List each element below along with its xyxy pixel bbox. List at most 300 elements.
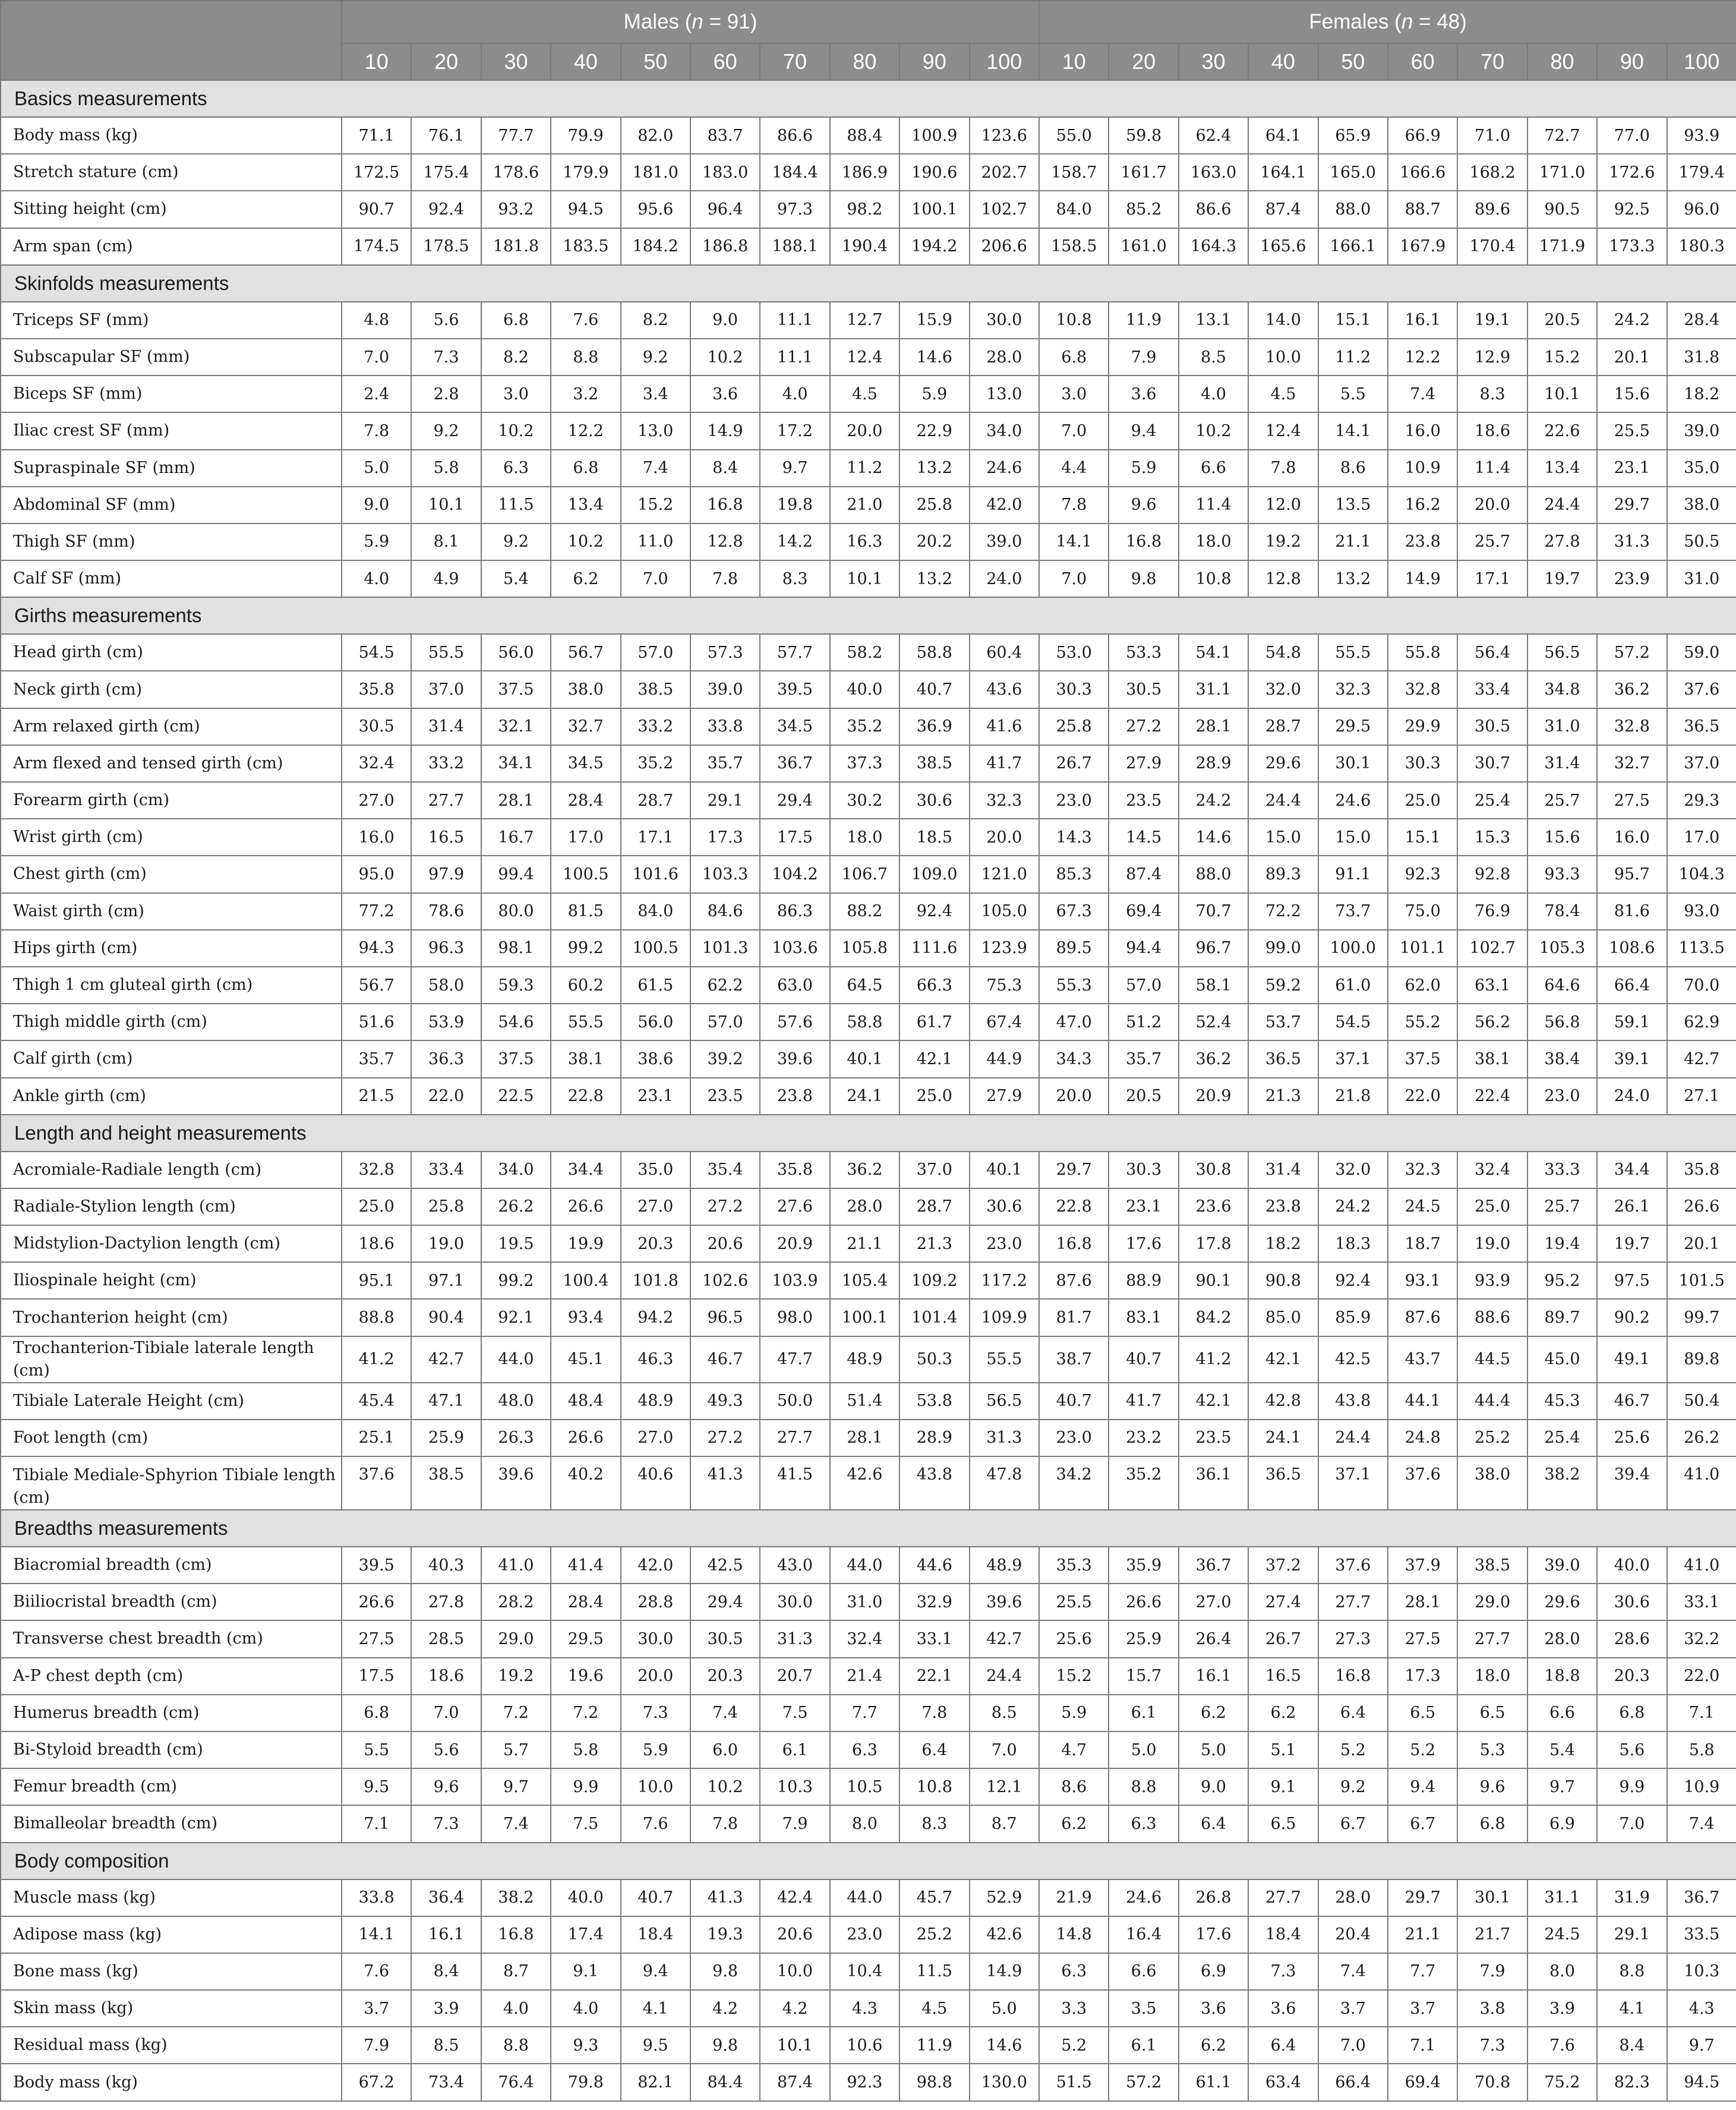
females-value-cell: 30.6 xyxy=(1597,1584,1666,1620)
females-value-cell: 12.8 xyxy=(1248,560,1318,597)
females-value-cell: 9.6 xyxy=(1457,1768,1527,1805)
males-value-cell: 44.0 xyxy=(830,1879,899,1916)
females-value-cell: 7.4 xyxy=(1388,376,1457,412)
females-value-cell: 26.1 xyxy=(1597,1188,1666,1225)
females-value-cell: 54.1 xyxy=(1179,634,1248,671)
females-value-cell: 17.3 xyxy=(1388,1658,1457,1695)
females-value-cell: 27.8 xyxy=(1527,523,1597,560)
row-label: Tibiale Mediale-Sphyrion Tibiale length (cm) xyxy=(1,1456,342,1510)
row-label: Biacromial breadth (cm) xyxy=(1,1547,342,1584)
males-value-cell: 58.8 xyxy=(830,1004,899,1040)
section-title: Length and height measurements xyxy=(1,1115,1736,1152)
males-value-cell: 95.1 xyxy=(342,1262,411,1299)
females-value-cell: 84.0 xyxy=(1039,191,1109,228)
females-value-cell: 22.4 xyxy=(1457,1078,1527,1115)
males-value-cell: 28.0 xyxy=(830,1188,899,1225)
table-row xyxy=(1,117,1736,154)
males-value-cell: 45.1 xyxy=(551,1336,620,1383)
row-label: Thigh middle girth (cm) xyxy=(1,1004,342,1040)
row-label: Acromiale-Radiale length (cm) xyxy=(1,1152,342,1188)
males-value-cell: 57.3 xyxy=(690,634,760,671)
females-value-cell: 31.0 xyxy=(1527,708,1597,745)
section-header-row xyxy=(1,1115,1736,1152)
females-value-cell: 165.0 xyxy=(1318,154,1388,191)
females-value-cell: 9.4 xyxy=(1109,412,1178,449)
females-value-cell: 23.6 xyxy=(1179,1188,1248,1225)
females-value-cell: 85.0 xyxy=(1248,1299,1318,1336)
females-value-cell: 20.5 xyxy=(1527,302,1597,339)
males-value-cell: 32.8 xyxy=(342,1152,411,1188)
females-value-cell: 66.4 xyxy=(1318,2064,1388,2100)
females-value-cell: 28.1 xyxy=(1179,708,1248,745)
females-value-cell: 25.7 xyxy=(1527,1188,1597,1225)
males-value-cell: 10.0 xyxy=(760,1953,829,1990)
females-value-cell: 27.5 xyxy=(1597,782,1666,819)
males-value-cell: 20.3 xyxy=(690,1658,760,1695)
males-value-cell: 19.5 xyxy=(481,1225,551,1262)
males-value-cell: 77.2 xyxy=(342,893,411,930)
males-value-cell: 53.8 xyxy=(899,1383,969,1420)
males-value-cell: 30.2 xyxy=(830,782,899,819)
males-value-cell: 19.8 xyxy=(760,487,829,523)
females-value-cell: 158.5 xyxy=(1039,228,1109,265)
females-value-cell: 37.2 xyxy=(1248,1547,1318,1584)
males-value-cell: 24.4 xyxy=(970,1658,1040,1695)
males-value-cell: 101.6 xyxy=(621,856,690,892)
females-value-cell: 168.2 xyxy=(1457,154,1527,191)
females-value-cell: 95.2 xyxy=(1527,1262,1597,1299)
females-value-cell: 15.1 xyxy=(1318,302,1388,339)
males-value-cell: 103.6 xyxy=(760,930,829,967)
females-value-cell: 36.7 xyxy=(1179,1547,1248,1584)
males-value-cell: 90.7 xyxy=(342,191,411,228)
females-value-cell: 32.3 xyxy=(1318,671,1388,708)
males-value-cell: 42.5 xyxy=(690,1547,760,1584)
females-value-cell: 50.4 xyxy=(1667,1383,1736,1420)
males-percentile-header: 90 xyxy=(899,43,969,80)
males-value-cell: 35.8 xyxy=(342,671,411,708)
females-value-cell: 25.0 xyxy=(1388,782,1457,819)
males-value-cell: 8.2 xyxy=(621,302,690,339)
males-value-cell: 10.4 xyxy=(830,1953,899,1990)
females-value-cell: 7.8 xyxy=(1248,450,1318,487)
females-value-cell: 19.4 xyxy=(1527,1225,1597,1262)
females-value-cell: 14.6 xyxy=(1179,819,1248,856)
males-value-cell: 42.1 xyxy=(899,1040,969,1077)
males-value-cell: 28.7 xyxy=(621,782,690,819)
males-value-cell: 100.4 xyxy=(551,1262,620,1299)
males-value-cell: 21.5 xyxy=(342,1078,411,1115)
males-value-cell: 16.8 xyxy=(481,1916,551,1953)
row-label: Iliospinale height (cm) xyxy=(1,1262,342,1299)
males-value-cell: 6.1 xyxy=(760,1731,829,1768)
females-value-cell: 10.8 xyxy=(1179,560,1248,597)
males-value-cell: 36.4 xyxy=(411,1879,481,1916)
males-value-cell: 39.6 xyxy=(760,1040,829,1077)
table-row xyxy=(1,1078,1736,1115)
females-value-cell: 55.8 xyxy=(1388,634,1457,671)
females-value-cell: 57.0 xyxy=(1109,967,1178,1004)
females-value-cell: 71.0 xyxy=(1457,117,1527,154)
males-value-cell: 25.8 xyxy=(899,487,969,523)
males-value-cell: 17.0 xyxy=(551,819,620,856)
males-group-header xyxy=(342,1,1039,43)
females-value-cell: 16.8 xyxy=(1039,1225,1109,1262)
females-value-cell: 25.6 xyxy=(1039,1620,1109,1657)
females-value-cell: 28.0 xyxy=(1318,1879,1388,1916)
females-value-cell: 12.4 xyxy=(1248,412,1318,449)
males-value-cell: 40.2 xyxy=(551,1456,620,1510)
males-value-cell: 83.7 xyxy=(690,117,760,154)
males-value-cell: 20.6 xyxy=(760,1916,829,1953)
females-value-cell: 4.7 xyxy=(1039,1731,1109,1768)
males-value-cell: 8.4 xyxy=(411,1953,481,1990)
males-value-cell: 3.9 xyxy=(411,1990,481,2027)
males-value-cell: 67.2 xyxy=(342,2064,411,2100)
females-value-cell: 25.6 xyxy=(1597,1420,1666,1456)
males-value-cell: 35.4 xyxy=(690,1152,760,1188)
females-value-cell: 9.7 xyxy=(1527,1768,1597,1805)
females-value-cell: 42.1 xyxy=(1179,1383,1248,1420)
females-value-cell: 6.4 xyxy=(1318,1695,1388,1731)
males-value-cell: 8.7 xyxy=(970,1805,1040,1842)
row-label: Transverse chest breadth (cm) xyxy=(1,1620,342,1657)
row-label: Residual mass (kg) xyxy=(1,2027,342,2064)
females-value-cell: 53.3 xyxy=(1109,634,1178,671)
males-value-cell: 41.5 xyxy=(760,1456,829,1510)
females-value-cell: 7.1 xyxy=(1388,2027,1457,2064)
males-value-cell: 21.0 xyxy=(830,487,899,523)
females-value-cell: 24.5 xyxy=(1527,1916,1597,1953)
males-value-cell: 9.8 xyxy=(690,1953,760,1990)
females-value-cell: 13.5 xyxy=(1318,487,1388,523)
males-value-cell: 18.5 xyxy=(899,819,969,856)
females-value-cell: 62.4 xyxy=(1179,117,1248,154)
males-value-cell: 16.3 xyxy=(830,523,899,560)
males-value-cell: 7.8 xyxy=(342,412,411,449)
males-value-cell: 23.8 xyxy=(760,1078,829,1115)
females-value-cell: 88.7 xyxy=(1388,191,1457,228)
females-value-cell: 36.5 xyxy=(1248,1456,1318,1510)
males-value-cell: 100.1 xyxy=(830,1299,899,1336)
males-value-cell: 14.6 xyxy=(899,339,969,376)
females-value-cell: 34.4 xyxy=(1597,1152,1666,1188)
males-value-cell: 45.4 xyxy=(342,1383,411,1420)
males-value-cell: 48.0 xyxy=(481,1383,551,1420)
females-value-cell: 93.9 xyxy=(1667,117,1736,154)
females-value-cell: 69.4 xyxy=(1388,2064,1457,2100)
females-value-cell: 24.1 xyxy=(1248,1420,1318,1456)
section-header-row xyxy=(1,265,1736,302)
males-value-cell: 9.7 xyxy=(481,1768,551,1805)
females-percentile-header: 50 xyxy=(1318,43,1388,80)
females-value-cell: 54.8 xyxy=(1248,634,1318,671)
females-value-cell: 28.6 xyxy=(1597,1620,1666,1657)
females-value-cell: 17.1 xyxy=(1457,560,1527,597)
females-value-cell: 23.0 xyxy=(1039,1420,1109,1456)
females-value-cell: 23.5 xyxy=(1179,1420,1248,1456)
males-value-cell: 6.8 xyxy=(551,450,620,487)
males-value-cell: 96.3 xyxy=(411,930,481,967)
males-value-cell: 10.0 xyxy=(621,1768,690,1805)
females-value-cell: 16.0 xyxy=(1388,412,1457,449)
females-value-cell: 32.8 xyxy=(1388,671,1457,708)
males-value-cell: 54.6 xyxy=(481,1004,551,1040)
females-value-cell: 7.8 xyxy=(1039,487,1109,523)
females-value-cell: 33.5 xyxy=(1667,1916,1736,1953)
males-value-cell: 184.4 xyxy=(760,154,829,191)
females-value-cell: 36.5 xyxy=(1248,1040,1318,1077)
males-value-cell: 48.9 xyxy=(621,1383,690,1420)
males-value-cell: 41.2 xyxy=(342,1336,411,1383)
males-value-cell: 8.8 xyxy=(551,339,620,376)
males-value-cell: 7.5 xyxy=(551,1805,620,1842)
females-value-cell: 44.4 xyxy=(1457,1383,1527,1420)
males-value-cell: 5.4 xyxy=(481,560,551,597)
table-row xyxy=(1,560,1736,597)
females-percentile-header: 80 xyxy=(1527,43,1597,80)
males-value-cell: 32.9 xyxy=(899,1584,969,1620)
males-value-cell: 4.0 xyxy=(342,560,411,597)
males-value-cell: 33.1 xyxy=(899,1620,969,1657)
females-value-cell: 87.4 xyxy=(1109,856,1178,892)
females-value-cell: 89.3 xyxy=(1248,856,1318,892)
males-value-cell: 26.3 xyxy=(481,1420,551,1456)
males-value-cell: 30.0 xyxy=(760,1584,829,1620)
males-value-cell: 11.5 xyxy=(899,1953,969,1990)
females-value-cell: 29.7 xyxy=(1597,487,1666,523)
row-label: Ankle girth (cm) xyxy=(1,1078,342,1115)
females-value-cell: 57.2 xyxy=(1109,2064,1178,2100)
males-value-cell: 20.0 xyxy=(621,1658,690,1695)
females-value-cell: 27.7 xyxy=(1248,1879,1318,1916)
females-value-cell: 29.9 xyxy=(1388,708,1457,745)
females-value-cell: 25.7 xyxy=(1457,523,1527,560)
females-value-cell: 113.5 xyxy=(1667,930,1736,967)
females-value-cell: 40.7 xyxy=(1039,1383,1109,1420)
females-value-cell: 6.8 xyxy=(1457,1805,1527,1842)
females-value-cell: 35.2 xyxy=(1109,1456,1178,1510)
females-value-cell: 22.0 xyxy=(1667,1658,1736,1695)
males-value-cell: 47.8 xyxy=(970,1456,1040,1510)
males-value-cell: 61.5 xyxy=(621,967,690,1004)
females-value-cell: 88.9 xyxy=(1109,1262,1178,1299)
table-row xyxy=(1,1879,1736,1916)
females-value-cell: 96.0 xyxy=(1667,191,1736,228)
females-value-cell: 66.9 xyxy=(1388,117,1457,154)
males-value-cell: 20.9 xyxy=(760,1225,829,1262)
males-value-cell: 20.3 xyxy=(621,1225,690,1262)
males-value-cell: 3.0 xyxy=(481,376,551,412)
males-value-cell: 7.1 xyxy=(342,1805,411,1842)
males-value-cell: 60.4 xyxy=(970,634,1040,671)
males-group-label: Males ( xyxy=(623,10,692,33)
males-value-cell: 102.6 xyxy=(690,1262,760,1299)
males-value-cell: 14.2 xyxy=(760,523,829,560)
females-value-cell: 5.6 xyxy=(1597,1731,1666,1768)
females-value-cell: 6.8 xyxy=(1597,1695,1666,1731)
males-value-cell: 82.0 xyxy=(621,117,690,154)
females-value-cell: 15.0 xyxy=(1318,819,1388,856)
females-value-cell: 27.5 xyxy=(1388,1620,1457,1657)
males-value-cell: 5.8 xyxy=(411,450,481,487)
males-value-cell: 188.1 xyxy=(760,228,829,265)
males-percentile-header: 100 xyxy=(970,43,1040,80)
males-value-cell: 9.2 xyxy=(481,523,551,560)
females-value-cell: 101.5 xyxy=(1667,1262,1736,1299)
table-row xyxy=(1,745,1736,782)
females-value-cell: 6.4 xyxy=(1179,1805,1248,1842)
males-value-cell: 22.9 xyxy=(899,412,969,449)
males-value-cell: 6.2 xyxy=(551,560,620,597)
males-value-cell: 42.7 xyxy=(411,1336,481,1383)
section-title: Body composition xyxy=(1,1843,1736,1879)
females-value-cell: 166.1 xyxy=(1318,228,1388,265)
females-value-cell: 17.6 xyxy=(1179,1916,1248,1953)
males-value-cell: 10.3 xyxy=(760,1768,829,1805)
females-value-cell: 30.3 xyxy=(1039,671,1109,708)
females-value-cell: 9.7 xyxy=(1667,2027,1736,2064)
row-label: Arm relaxed girth (cm) xyxy=(1,708,342,745)
section-header-row xyxy=(1,80,1736,117)
females-value-cell: 29.3 xyxy=(1667,782,1736,819)
females-value-cell: 24.6 xyxy=(1109,1879,1178,1916)
females-value-cell: 43.7 xyxy=(1388,1336,1457,1383)
males-value-cell: 19.0 xyxy=(411,1225,481,1262)
females-value-cell: 94.5 xyxy=(1667,2064,1736,2100)
females-value-cell: 15.2 xyxy=(1527,339,1597,376)
females-value-cell: 161.0 xyxy=(1109,228,1178,265)
males-value-cell: 17.4 xyxy=(551,1916,620,1953)
table-row xyxy=(1,1990,1736,2027)
males-value-cell: 15.9 xyxy=(899,302,969,339)
females-value-cell: 42.8 xyxy=(1248,1383,1318,1420)
females-value-cell: 86.6 xyxy=(1179,191,1248,228)
males-value-cell: 4.5 xyxy=(899,1990,969,2027)
males-value-cell: 123.9 xyxy=(970,930,1040,967)
males-value-cell: 22.0 xyxy=(411,1078,481,1115)
males-value-cell: 8.5 xyxy=(970,1695,1040,1731)
females-value-cell: 6.3 xyxy=(1109,1805,1178,1842)
males-value-cell: 2.8 xyxy=(411,376,481,412)
females-value-cell: 39.0 xyxy=(1667,412,1736,449)
females-value-cell: 6.1 xyxy=(1109,2027,1178,2064)
females-value-cell: 28.9 xyxy=(1179,745,1248,782)
males-value-cell: 10.2 xyxy=(690,339,760,376)
males-value-cell: 47.7 xyxy=(760,1336,829,1383)
males-value-cell: 17.5 xyxy=(342,1658,411,1695)
males-value-cell: 7.8 xyxy=(690,1805,760,1842)
males-value-cell: 174.5 xyxy=(342,228,411,265)
males-value-cell: 194.2 xyxy=(899,228,969,265)
females-value-cell: 5.2 xyxy=(1318,1731,1388,1768)
females-value-cell: 38.4 xyxy=(1527,1040,1597,1077)
females-value-cell: 32.4 xyxy=(1457,1152,1527,1188)
males-value-cell: 50.0 xyxy=(760,1383,829,1420)
males-value-cell: 82.1 xyxy=(621,2064,690,2100)
females-value-cell: 105.3 xyxy=(1527,930,1597,967)
females-value-cell: 25.8 xyxy=(1039,708,1109,745)
males-value-cell: 28.7 xyxy=(899,1188,969,1225)
males-value-cell: 101.3 xyxy=(690,930,760,967)
males-value-cell: 10.5 xyxy=(830,1768,899,1805)
row-label: Body mass (kg) xyxy=(1,2064,342,2100)
females-value-cell: 33.3 xyxy=(1527,1152,1597,1188)
males-value-cell: 19.2 xyxy=(481,1658,551,1695)
females-value-cell: 15.2 xyxy=(1039,1658,1109,1695)
table-row xyxy=(1,339,1736,376)
females-value-cell: 28.1 xyxy=(1388,1584,1457,1620)
females-value-cell: 7.7 xyxy=(1388,1953,1457,1990)
males-value-cell: 30.5 xyxy=(690,1620,760,1657)
males-value-cell: 14.9 xyxy=(690,412,760,449)
males-value-cell: 48.9 xyxy=(970,1547,1040,1584)
males-value-cell: 103.3 xyxy=(690,856,760,892)
females-value-cell: 5.2 xyxy=(1039,2027,1109,2064)
females-value-cell: 51.2 xyxy=(1109,1004,1178,1040)
females-value-cell: 64.6 xyxy=(1527,967,1597,1004)
males-percentile-header: 80 xyxy=(830,43,899,80)
females-value-cell: 40.0 xyxy=(1597,1547,1666,1584)
females-value-cell: 6.6 xyxy=(1109,1953,1178,1990)
males-value-cell: 37.5 xyxy=(481,671,551,708)
row-label: Trochanterion-Tibiale laterale length (cm) xyxy=(1,1336,342,1383)
males-value-cell: 175.4 xyxy=(411,154,481,191)
table-row xyxy=(1,1152,1736,1188)
males-value-cell: 7.0 xyxy=(411,1695,481,1731)
row-label: Bi-Styloid breadth (cm) xyxy=(1,1731,342,1768)
females-value-cell: 87.4 xyxy=(1248,191,1318,228)
row-label: Humerus breadth (cm) xyxy=(1,1695,342,1731)
males-value-cell: 4.0 xyxy=(760,376,829,412)
males-value-cell: 57.6 xyxy=(760,1004,829,1040)
females-value-cell: 20.1 xyxy=(1597,339,1666,376)
males-value-cell: 34.4 xyxy=(551,1152,620,1188)
females-value-cell: 3.6 xyxy=(1179,1990,1248,2027)
females-value-cell: 22.8 xyxy=(1039,1188,1109,1225)
females-value-cell: 92.3 xyxy=(1388,856,1457,892)
males-value-cell: 46.7 xyxy=(690,1336,760,1383)
males-value-cell: 42.7 xyxy=(970,1620,1040,1657)
males-value-cell: 42.0 xyxy=(621,1547,690,1584)
females-percentile-header: 30 xyxy=(1179,43,1248,80)
males-value-cell: 7.9 xyxy=(342,2027,411,2064)
males-value-cell: 11.2 xyxy=(830,450,899,487)
table-row xyxy=(1,1695,1736,1731)
males-value-cell: 18.6 xyxy=(342,1225,411,1262)
females-value-cell: 43.8 xyxy=(1318,1383,1388,1420)
females-value-cell: 19.2 xyxy=(1248,523,1318,560)
females-value-cell: 171.9 xyxy=(1527,228,1597,265)
females-n-variable: n xyxy=(1401,10,1413,33)
females-value-cell: 42.5 xyxy=(1318,1336,1388,1383)
males-value-cell: 88.4 xyxy=(830,117,899,154)
males-value-cell: 19.9 xyxy=(551,1225,620,1262)
females-value-cell: 41.7 xyxy=(1109,1383,1178,1420)
table-row xyxy=(1,893,1736,930)
females-value-cell: 88.6 xyxy=(1457,1299,1527,1336)
females-value-cell: 19.1 xyxy=(1457,302,1527,339)
females-value-cell: 14.9 xyxy=(1388,560,1457,597)
table-row xyxy=(1,191,1736,228)
females-value-cell: 31.9 xyxy=(1597,1879,1666,1916)
section-title: Girths measurements xyxy=(1,597,1736,634)
females-value-cell: 96.7 xyxy=(1179,930,1248,967)
females-value-cell: 95.7 xyxy=(1597,856,1666,892)
females-value-cell: 6.8 xyxy=(1039,339,1109,376)
males-value-cell: 49.3 xyxy=(690,1383,760,1420)
males-value-cell: 27.7 xyxy=(760,1420,829,1456)
